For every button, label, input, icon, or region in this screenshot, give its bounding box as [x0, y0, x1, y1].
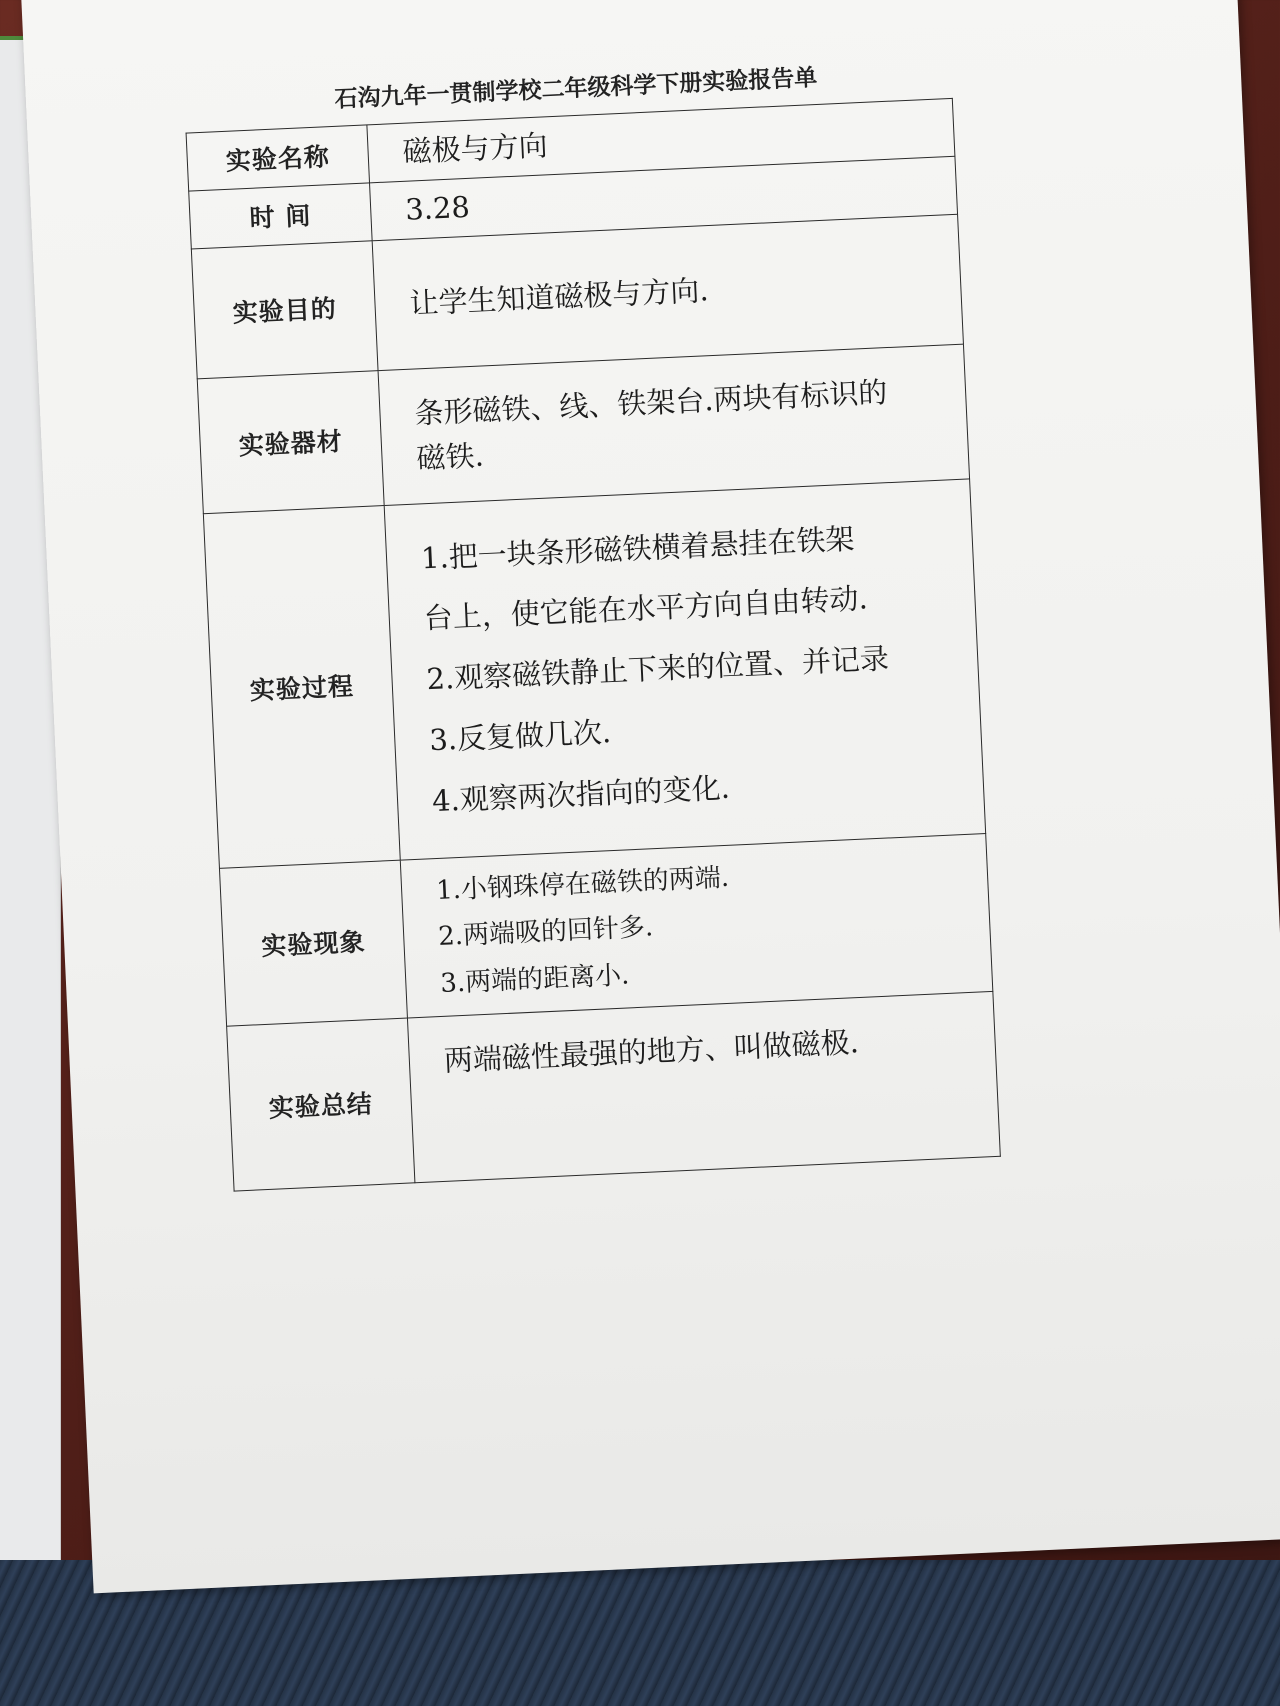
materials-line: 条形磁铁、线、铁架台.两块有标识的	[413, 375, 889, 431]
label-summary: 实验总结	[227, 1018, 415, 1191]
phenomenon-line: 2.两端吸的回针多.	[437, 912, 654, 953]
label-experiment-name: 实验名称	[186, 125, 369, 191]
value-experiment-name: 磁极与方向	[367, 98, 955, 182]
report-table	[186, 98, 1001, 1192]
value-time: 3.28	[370, 156, 958, 240]
value-purpose: 让学生知道磁极与方向.	[372, 214, 963, 370]
label-purpose: 实验目的	[191, 241, 378, 379]
process-line: 2.观察磁铁静止下来的位置、并记录	[425, 641, 890, 697]
phenomenon-line: 1.小钢珠停在磁铁的两端.	[435, 862, 730, 906]
process-line: 台上，使它能在水平方向自由转动.	[423, 581, 869, 636]
row-summary	[227, 991, 1001, 1191]
value-materials	[378, 344, 970, 505]
label-materials: 实验器材	[197, 371, 384, 514]
phenomenon-line: 3.两端的距离小.	[439, 959, 630, 999]
report-sheet	[20, 0, 1280, 1593]
row-process	[203, 479, 985, 868]
label-time: 时 间	[189, 183, 372, 249]
label-phenomenon: 实验现象	[219, 860, 407, 1026]
process-line: 3.反复做几次.	[428, 715, 612, 758]
value-summary: 两端磁性最强的地方、叫做磁极.	[407, 991, 1000, 1182]
value-process	[384, 479, 986, 860]
label-process: 实验过程	[203, 505, 400, 868]
process-line: 4.观察两次指向的变化.	[431, 770, 731, 819]
process-line: 1.把一块条形磁铁横着悬挂在铁架	[420, 521, 856, 575]
value-phenomenon	[400, 833, 993, 1017]
materials-line: 磁铁.	[415, 438, 485, 476]
report-title: 石沟九年一贯制学校二年级科学下册实验报告单	[334, 63, 818, 113]
